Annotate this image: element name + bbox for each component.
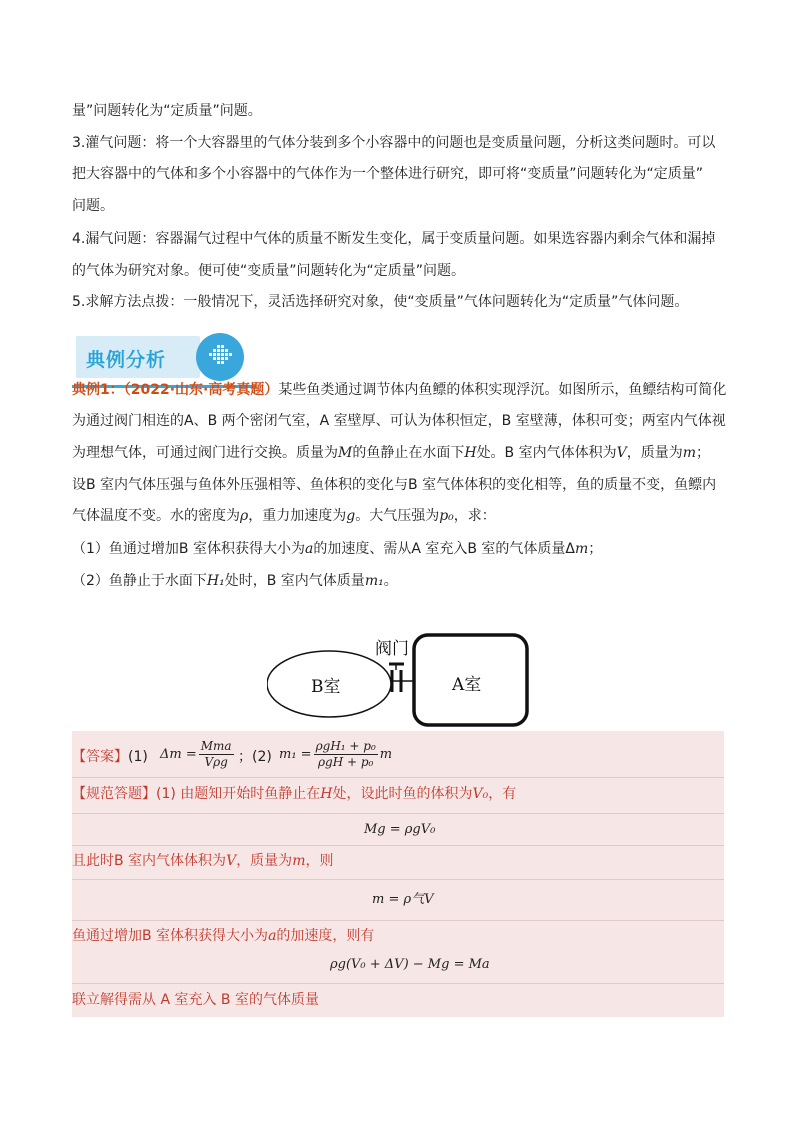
example-text-3c: 处。B 室内气体体积为	[476, 445, 617, 461]
example-line-2: 为通过阀门相连的A、B 两个密闭气室，A 室壁厚、可认为体积恒定，B 室壁薄，体积可变；两室内气体视	[72, 413, 726, 429]
intro-line-2: 3.灌气问题：将一个大容器里的气体分装到多个小容器中的问题也是变质量问题，分析这类问题时。可以	[72, 135, 716, 151]
question-1-text-a: （1）鱼通过增加B 室体积获得大小为	[72, 541, 305, 557]
question-2-text-c: 。	[383, 573, 398, 589]
formula-2-denominator: ρgH + p₀	[317, 755, 374, 769]
solution-line-2	[72, 851, 333, 871]
question-2	[72, 571, 398, 591]
solution-divider-3	[72, 879, 724, 880]
formula-1-denominator: Vρg	[204, 755, 228, 769]
equation-2: m = ρ气V	[372, 892, 434, 907]
solution-divider-5	[72, 983, 724, 984]
formula-2-tail: m	[379, 747, 393, 762]
example-text-5d: ，求：	[453, 508, 496, 524]
intro-line-3: 把大容器中的气体和多个小容器中的气体作为一个整体进行研究，即可将“变质量”问题转化为“定质量”	[72, 166, 704, 182]
solution-line-1	[72, 784, 516, 804]
var-m1: m₁	[364, 573, 384, 589]
example-text-1: 某些鱼类通过调节体内鱼鳔的体积实现浮沉。如图所示，鱼鳔结构可简化	[278, 382, 727, 398]
answer-tag-text: 【答案】	[72, 749, 128, 765]
example-text-3a: 为理想气体，可通过阀门进行交换。质量为	[72, 445, 338, 461]
question-2-text-a: （2）鱼静止于水面下	[72, 573, 207, 589]
example-line-5	[72, 506, 496, 526]
solution-text-1c: ，有	[488, 786, 517, 802]
solution-divider-2	[72, 845, 724, 846]
question-1-text-b: 的加速度、需从A 室充入B 室的气体质量Δ	[313, 541, 575, 557]
example-source: （2022·山东·高考真题）	[123, 382, 279, 398]
intro-line-4: 问题。	[72, 198, 114, 214]
solution-text-1a: (1) 由题知开始时鱼静止在	[156, 786, 321, 802]
question-1	[72, 539, 602, 559]
valve-label: 阀门	[375, 639, 409, 659]
solution-line-3	[72, 926, 374, 946]
answer-sep: ；	[238, 749, 252, 765]
formula-1-fraction	[199, 739, 234, 770]
var-p0: p₀	[439, 508, 454, 524]
answer-part-1: (1)	[128, 749, 148, 765]
formula-2-numerator: ρgH₁ + p₀	[315, 739, 376, 753]
solution-text-3a: 鱼通过增加B 室体积获得大小为	[72, 928, 269, 944]
answer-row	[72, 737, 724, 777]
intro-line-1: 量”问题转化为“定质量”问题。	[72, 103, 262, 119]
var-H1: H₁	[206, 573, 225, 589]
solution-text-2b: ，质量为	[236, 853, 293, 869]
answer-formula-2	[279, 739, 392, 770]
example-label: 典例1：	[72, 382, 124, 398]
grid-dots-icon	[196, 333, 244, 381]
intro-line-6: 的气体为研究对象。便可使“变质量”问题转化为“定质量”问题。	[72, 263, 466, 279]
formula-1-numerator: Mma	[200, 739, 232, 753]
question-1-text-c: ；	[588, 541, 603, 557]
example-line-4: 设B 室内气体压强与鱼体外压强相等、鱼体积的变化与B 室气体体积的变化相等，鱼的质量不变，鱼鳔内	[72, 477, 717, 493]
formula-2-fraction	[314, 739, 378, 770]
formula-1-lhs: Δm =	[160, 747, 197, 762]
var-g: g	[346, 508, 356, 524]
answer-divider	[72, 777, 724, 778]
formula-2-lhs: m₁ =	[279, 747, 312, 762]
example-line-3	[72, 443, 710, 463]
var-rho: ρ	[240, 508, 249, 524]
var-delta-m: m	[575, 541, 589, 557]
equation-3: ρg(V₀ + ΔV) − Mg = Ma	[330, 957, 490, 972]
example-line-1	[72, 380, 726, 400]
solution-text-2c: ，则	[305, 853, 334, 869]
answer-part-2: (2)	[252, 749, 272, 765]
var-a: a	[304, 541, 314, 557]
answer-tag	[72, 747, 148, 767]
solution-divider-1	[72, 813, 724, 814]
solution-var-m: m	[292, 853, 306, 869]
intro-line-7: 5.求解方法点拨：一般情况下，灵活选择研究对象，使“变质量”气体问题转化为“定质量”气体问题。	[72, 294, 689, 310]
intro-line-5: 4.漏气问题：容器漏气过程中气体的质量不断发生变化，属于变质量问题。如果选容器内剩余气体和漏掉	[72, 231, 716, 247]
solution-var-V: V	[226, 853, 237, 869]
solution-tag: 【规范答题】	[72, 786, 156, 802]
var-m: m	[682, 445, 697, 461]
swim-bladder-diagram	[267, 632, 532, 727]
solution-text-1b: 处，设此时鱼的体积为	[332, 786, 473, 802]
answer-separator	[238, 747, 272, 767]
answer-section	[72, 731, 724, 1017]
solution-var-H: H	[320, 786, 333, 802]
example-text-3d: ，质量为	[626, 445, 683, 461]
solution-text-3b: 的加速度，则有	[276, 928, 375, 944]
var-M: M	[338, 445, 353, 461]
solution-var-a: a	[268, 928, 277, 944]
solution-line-4: 联立解得需从 A 室充入 B 室的气体质量	[72, 992, 319, 1008]
example-text-3e: ；	[696, 445, 711, 461]
answer-formula-1	[160, 739, 236, 770]
chamber-a-label: A室	[452, 675, 482, 695]
equation-1: Mg = ρgV₀	[364, 822, 436, 837]
example-text-3b: 的鱼静止在水面下	[352, 445, 465, 461]
solution-divider-4	[72, 920, 724, 921]
var-H: H	[464, 445, 477, 461]
example-text-5c: 。大气压强为	[355, 508, 440, 524]
solution-var-V0: V₀	[472, 786, 489, 802]
section-header-title: 典例分析	[86, 349, 167, 371]
example-text-5a: 气体温度不变。水的密度为	[72, 508, 240, 524]
var-V: V	[616, 445, 627, 461]
question-2-text-b: 处时，B 室内气体质量	[224, 573, 365, 589]
chamber-b-label: B室	[311, 677, 341, 697]
solution-text-2a: 且此时B 室内气体体积为	[72, 853, 227, 869]
example-text-5b: ，重力加速度为	[248, 508, 347, 524]
